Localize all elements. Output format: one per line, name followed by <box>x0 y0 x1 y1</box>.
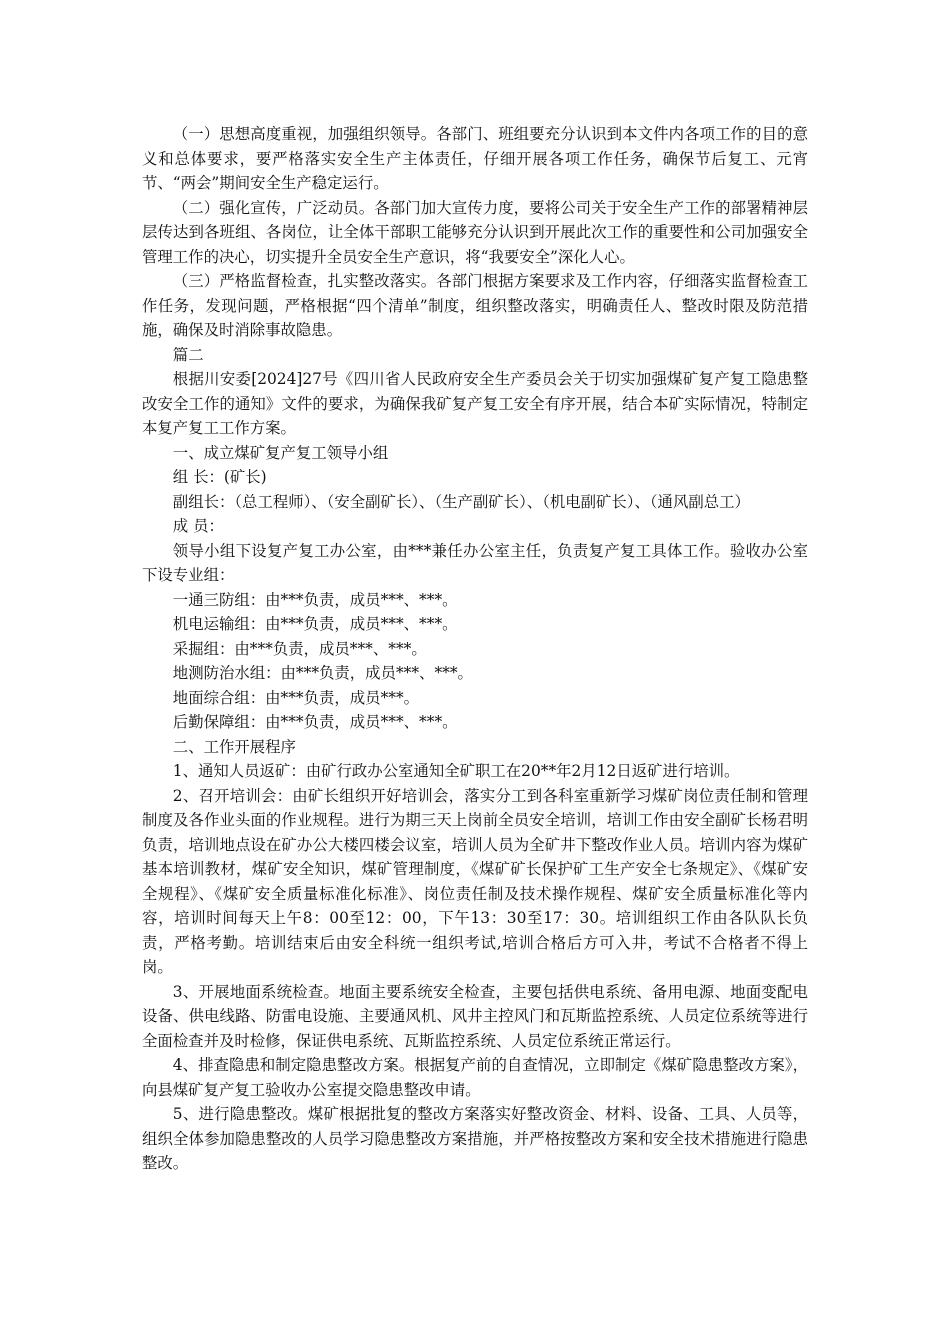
team-surface: 地面综合组：由***负责，成员***。 <box>172 688 420 707</box>
step-1-notify: 1、通知人员返矿：由矿行政办公室通知全矿职工在20**年2月12日返矿进行培训。 <box>172 762 740 780</box>
team-logistics: 后勤保障组：由***负责，成员***、***。 <box>172 713 458 731</box>
team-mining: 采掘组：由***负责，成员***、***。 <box>172 639 427 658</box>
step-4-hazard-plan: 4、排查隐患和制定隐患整改方案。根据复产前的自查情况，立即制定《煤矿隐患整改方案》，向县煤矿复产复工验收办公室提交隐患整改申请。 <box>142 1056 808 1099</box>
paragraph-3: （三）严格监督检查，扎实整改落实。各部门根据方案要求及工作内容，仔细落实监督检查工作任务，发现问题，严格根据“四个清单”制度，组织整改落实，明确责任人、整改时限及防范措施，确保及时消除事故隐患。 <box>142 272 808 339</box>
members-line: 成 员： <box>172 517 224 535</box>
office-paragraph: 领导小组下设复产复工办公室，由***兼任办公室主任，负责复产复工具体工作。验收办公室下设专业组： <box>142 541 808 584</box>
paragraph-intro: 根据川安委[2024]27号《四川省人民政府安全生产委员会关于切实加强煤矿复产复工隐患整改安全工作的通知》文件的要求，为确保我矿复产复工安全有序开展，结合本矿实际情况，特制定本复产复工工作方案。 <box>142 370 808 437</box>
paragraph-2: （二）强化宣传，广泛动员。各部门加大宣传力度，要将公司关于安全生产工作的部署精神层层传达到各班组、各岗位，让全体干部职工能够充分认识到开展此次工作的重要性和公司加强安全管理工作的决心，切实提升全员安全生产意识，将“我要安全”深化人心。 <box>142 198 808 266</box>
deputy-leader-line: 副组长：（总工程师）、（安全副矿长）、（生产副矿长）、（机电副矿长）、（通风副总工） <box>172 492 750 511</box>
heading-work-procedure: 二、工作开展程序 <box>172 737 296 756</box>
heading-leadership-group: 一、成立煤矿复产复工领导小组 <box>172 443 389 462</box>
team-geology-water: 地测防治水组：由***负责，成员***、***。 <box>172 664 473 682</box>
section-heading-part-two: 篇二 <box>172 345 204 364</box>
group-leader-line: 组 长：(矿长) <box>172 468 267 486</box>
step-5-rectification: 5、进行隐患整改。煤矿根据批复的整改方案落实好整改资金、材料、设备、工具、人员等，组织全体参加隐患整改的人员学习隐患整改方案措施，并严格按整改方案和安全技术措施进行隐患整改。 <box>142 1105 808 1172</box>
document-page <box>142 122 808 1176</box>
step-2-training: 2、召开培训会：由矿长组织开好培训会，落实分工到各科室重新学习煤矿岗位责任制和管理制度及各作业头面的作业规程。进行为期三天上岗前全员安全培训，培训工作由安全副矿长杨君明负责，培训地点设在矿办公大楼四楼会议室，培训人员为全矿井下整改作业人员。培训内容为煤矿基本培训教材，煤矿安全知识，煤矿管理制度，《煤矿矿长保护矿工生产安全七条规定》、《煤矿安全规程》、《煤矿安全质量标准化标准》、岗位责任制及技术操作规程、煤矿安全质量标准化等内容，培训时间每天上午8：00至12：00，下午13：30至17：30。培训组织工作由各队队长负责，严格考勤。培训结束后由安全科统一组织考试,培训合格后方可入井，考试不合格者不得上岗。 <box>142 786 808 976</box>
paragraph-1: （一）思想高度重视，加强组织领导。各部门、班组要充分认识到本文件内各项工作的目的意义和总体要求，要严格落实安全生产主体责任，仔细开展各项工作任务，确保节后复工、元宵节、“两会”期间安全生产稳定运行。 <box>142 125 808 192</box>
team-ventilation: 一通三防组：由***负责，成员***、***。 <box>172 590 458 609</box>
step-3-surface-inspection: 3、开展地面系统检查。地面主要系统安全检查，主要包括供电系统、备用电源、地面变配电设备、供电线路、防雷电设施、主要通风机、风井主控风门和瓦斯监控系统、人员定位系统等进行全面检查并及时检修，保证供电系统、瓦斯监控系统、人员定位系统正常运行。 <box>142 982 808 1050</box>
team-electromechanical: 机电运输组：由***负责，成员***、***。 <box>172 615 458 633</box>
